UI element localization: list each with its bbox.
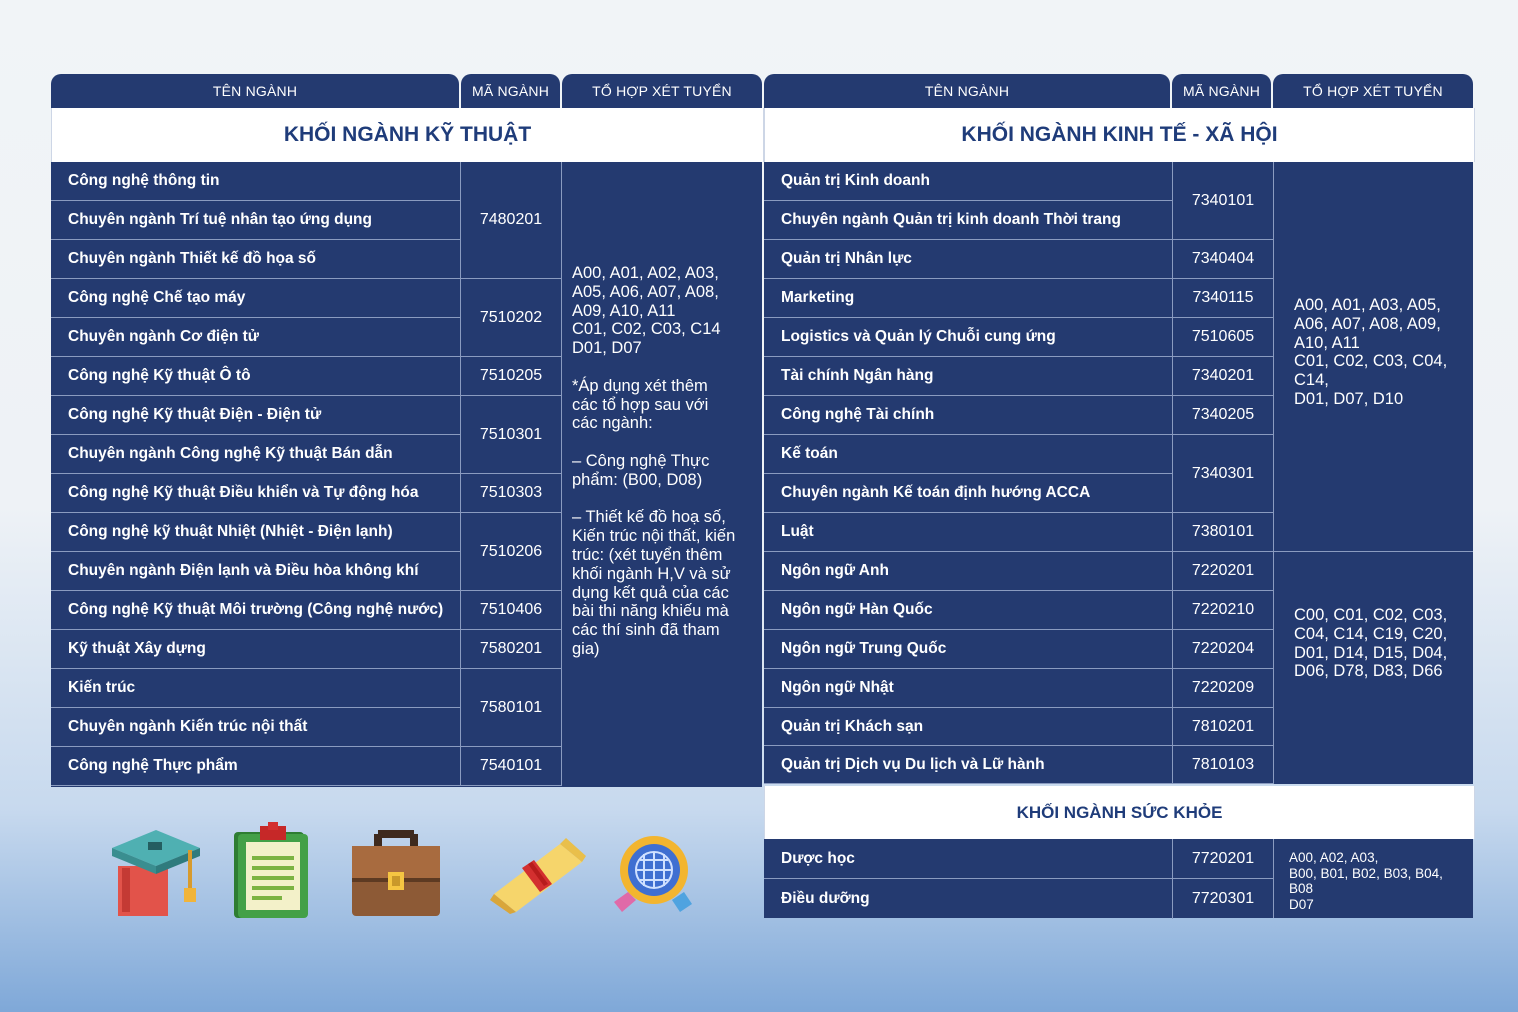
right-major-code: 7810103 — [1172, 746, 1273, 784]
magnifier-globe-icon — [608, 832, 694, 918]
right-major-name: Luật — [764, 513, 1172, 552]
left-section-title: KHỐI NGÀNH KỸ THUẬT — [51, 108, 764, 162]
right-header-code: MÃ NGÀNH — [1172, 74, 1271, 108]
right-major-code: 7810201 — [1172, 708, 1273, 746]
right-major-name: Marketing — [764, 279, 1172, 318]
right-major-name: Quản trị Nhân lực — [764, 240, 1172, 279]
right-major-code: 7340404 — [1172, 240, 1273, 279]
left-major-code: 7510406 — [460, 591, 561, 630]
left-major-name: Công nghệ Kỹ thuật Điều khiển và Tự động hóa — [51, 474, 460, 513]
left-major-name: Công nghệ Thực phẩm — [51, 747, 460, 786]
health-section-title: KHỐI NGÀNH SỨC KHỎE — [764, 786, 1475, 839]
right-majors-table — [764, 162, 1473, 784]
health-major-code: 7720201 — [1172, 839, 1273, 879]
right-major-code: 7220201 — [1172, 552, 1273, 591]
left-major-code: 7580101 — [460, 669, 561, 747]
left-major-name: Chuyên ngành Trí tuệ nhân tạo ứng dụng — [51, 201, 460, 240]
left-header-combo: TỔ HỢP XÉT TUYỂN — [562, 74, 762, 108]
left-header-name: TÊN NGÀNH — [51, 74, 459, 108]
health-majors-table — [764, 839, 1473, 918]
health-major-code: 7720301 — [1172, 879, 1273, 919]
left-majors-table — [51, 162, 762, 787]
right-section-title: KHỐI NGÀNH KINH TẾ - XÃ HỘI — [764, 108, 1475, 162]
right-major-name: Ngôn ngữ Trung Quốc — [764, 630, 1172, 669]
right-major-name: Ngôn ngữ Hàn Quốc — [764, 591, 1172, 630]
left-major-code: 7510202 — [460, 279, 561, 357]
right-major-name: Chuyên ngành Quản trị kinh doanh Thời trang — [764, 201, 1172, 240]
left-major-name: Chuyên ngành Công nghệ Kỹ thuật Bán dẫn — [51, 435, 460, 474]
left-major-code: 7540101 — [460, 747, 561, 786]
left-header-code: MÃ NGÀNH — [461, 74, 560, 108]
left-major-name: Công nghệ Kỹ thuật Điện - Điện tử — [51, 396, 460, 435]
right-major-name: Kế toán — [764, 435, 1172, 474]
right-major-code: 7510605 — [1172, 318, 1273, 357]
right-major-code: 7340115 — [1172, 279, 1273, 318]
clipboard-icon — [230, 822, 312, 922]
graduation-cap-icon — [108, 826, 204, 920]
right-major-name: Công nghệ Tài chính — [764, 396, 1172, 435]
diploma-scroll-icon — [488, 838, 588, 914]
right-major-code: 7340101 — [1172, 162, 1273, 240]
right-major-name: Quản trị Kinh doanh — [764, 162, 1172, 201]
right-major-code: 7220204 — [1172, 630, 1273, 669]
left-major-name: Công nghệ Kỹ thuật Ô tô — [51, 357, 460, 396]
left-major-name: Công nghệ Chế tạo máy — [51, 279, 460, 318]
left-major-name: Chuyên ngành Kiến trúc nội thất — [51, 708, 460, 747]
health-admission-combos: A00, A02, A03, B00, B01, B02, B03, B04, B08 D07 — [1273, 839, 1473, 918]
right-major-code: 7340301 — [1172, 435, 1273, 513]
right-major-name: Quản trị Khách sạn — [764, 708, 1172, 746]
right-major-code: 7220210 — [1172, 591, 1273, 630]
left-admission-combos: A00, A01, A02, A03, A05, A06, A07, A08, A09, A10, A11 C01, C02, C03, C14 D01, D07 *Áp dụng xét thêm các tổ hợp sau với các ngành: – Công nghệ Thực phẩm: (B00, D08) – Thiết kế đồ hoạ số, Kiến trúc nội thất, kiến trúc: (xét tuyển thêm khối ngành H,V và sử dụng kết quả của các bài thi năng khiếu mà các thí sinh đã tham gia) — [561, 162, 762, 786]
right-major-code: 7340201 — [1172, 357, 1273, 396]
left-major-code: 7510301 — [460, 396, 561, 474]
right-major-name: Chuyên ngành Kế toán định hướng ACCA — [764, 474, 1172, 513]
left-major-name: Chuyên ngành Thiết kế đồ họa số — [51, 240, 460, 279]
left-major-name: Công nghệ kỹ thuật Nhiệt (Nhiệt - Điện lạnh) — [51, 513, 460, 552]
right-major-name: Logistics và Quản lý Chuỗi cung ứng — [764, 318, 1172, 357]
left-major-code: 7580201 — [460, 630, 561, 669]
left-major-name: Kỹ thuật Xây dựng — [51, 630, 460, 669]
right-admission-combos-languages: C00, C01, C02, C03, C04, C14, C19, C20, D01, D14, D15, D04, D06, D78, D83, D66 — [1273, 552, 1473, 784]
left-major-name: Chuyên ngành Điện lạnh và Điều hòa không khí — [51, 552, 460, 591]
briefcase-icon — [348, 828, 444, 920]
right-major-name: Tài chính Ngân hàng — [764, 357, 1172, 396]
right-major-code: 7220209 — [1172, 669, 1273, 708]
left-major-name: Công nghệ Kỹ thuật Môi trường (Công nghệ nước) — [51, 591, 460, 630]
right-major-code: 7380101 — [1172, 513, 1273, 552]
left-major-code: 7510205 — [460, 357, 561, 396]
left-major-code: 7510303 — [460, 474, 561, 513]
left-major-name: Kiến trúc — [51, 669, 460, 708]
health-major-name: Dược học — [764, 839, 1172, 879]
right-admission-combos-economics: A00, A01, A03, A05, A06, A07, A08, A09, A10, A11 C01, C02, C03, C04, C14, D01, D07, D10 — [1273, 162, 1473, 552]
left-major-name: Công nghệ thông tin — [51, 162, 460, 201]
left-major-code: 7510206 — [460, 513, 561, 591]
health-major-name: Điều dưỡng — [781, 890, 870, 907]
left-major-name: Chuyên ngành Cơ điện tử — [51, 318, 460, 357]
right-major-name: Ngôn ngữ Nhật — [764, 669, 1172, 708]
right-header-name: TÊN NGÀNH — [764, 74, 1170, 108]
left-major-code: 7480201 — [460, 162, 561, 279]
right-major-code: 7340205 — [1172, 396, 1273, 435]
right-major-name: Quản trị Dịch vụ Du lịch và Lữ hành — [764, 746, 1172, 784]
right-major-name: Ngôn ngữ Anh — [764, 552, 1172, 591]
right-header-combo: TỔ HỢP XÉT TUYỂN — [1273, 74, 1473, 108]
